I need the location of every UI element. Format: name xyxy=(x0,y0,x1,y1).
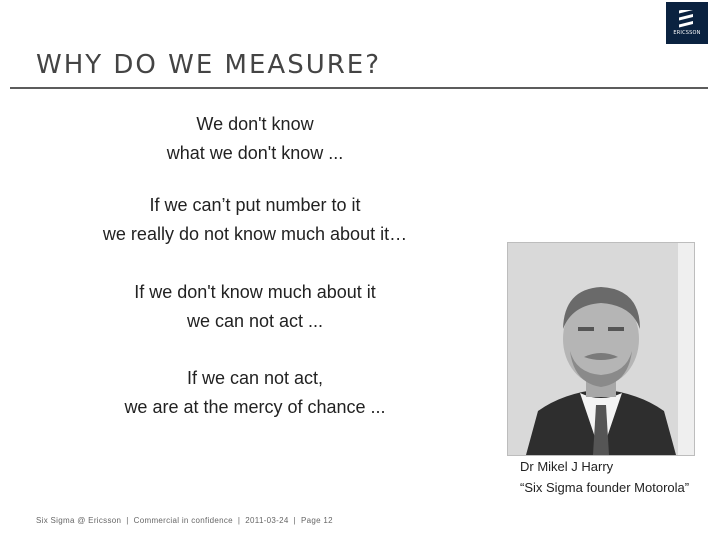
footer-separator: | xyxy=(293,516,297,525)
footer-classification: Commercial in confidence xyxy=(133,516,233,525)
caption-name: Dr Mikel J Harry xyxy=(520,459,614,474)
title-divider xyxy=(10,87,708,89)
logo-text: ERICSSON xyxy=(673,30,701,36)
statement-2 xyxy=(40,191,470,249)
statement-4 xyxy=(40,364,470,422)
footer-page-number: Page 12 xyxy=(301,516,333,525)
statement-1 xyxy=(40,110,470,168)
statement-2-line-1: If we can’t put number to it xyxy=(149,195,361,215)
statement-3-line-2: we can not act ... xyxy=(186,311,324,331)
statement-1-line-2: what we don't know ... xyxy=(166,143,344,163)
caption-role: “Six Sigma founder Motorola” xyxy=(520,480,690,495)
statement-3-line-1: If we don't know much about it xyxy=(134,282,376,302)
ericsson-logo xyxy=(666,2,708,44)
footer-separator: | xyxy=(237,516,241,525)
statement-4-line-2: we are at the mercy of chance ... xyxy=(124,397,386,417)
statement-1-line-1: We don't know xyxy=(196,114,314,134)
ericsson-bars-icon xyxy=(677,10,697,28)
statement-3 xyxy=(40,278,470,336)
footer-title: Six Sigma @ Ericsson xyxy=(36,516,122,525)
photo-caption xyxy=(520,456,689,498)
statement-2-line-2: we really do not know much about it… xyxy=(102,224,408,244)
footer-date: 2011-03-24 xyxy=(245,516,289,525)
portrait-photo xyxy=(507,242,695,456)
footer-separator: | xyxy=(126,516,129,525)
slide-footer xyxy=(36,516,333,525)
page-title: WHY DO WE MEASURE? xyxy=(36,50,382,80)
statement-4-line-1: If we can not act, xyxy=(186,368,324,388)
